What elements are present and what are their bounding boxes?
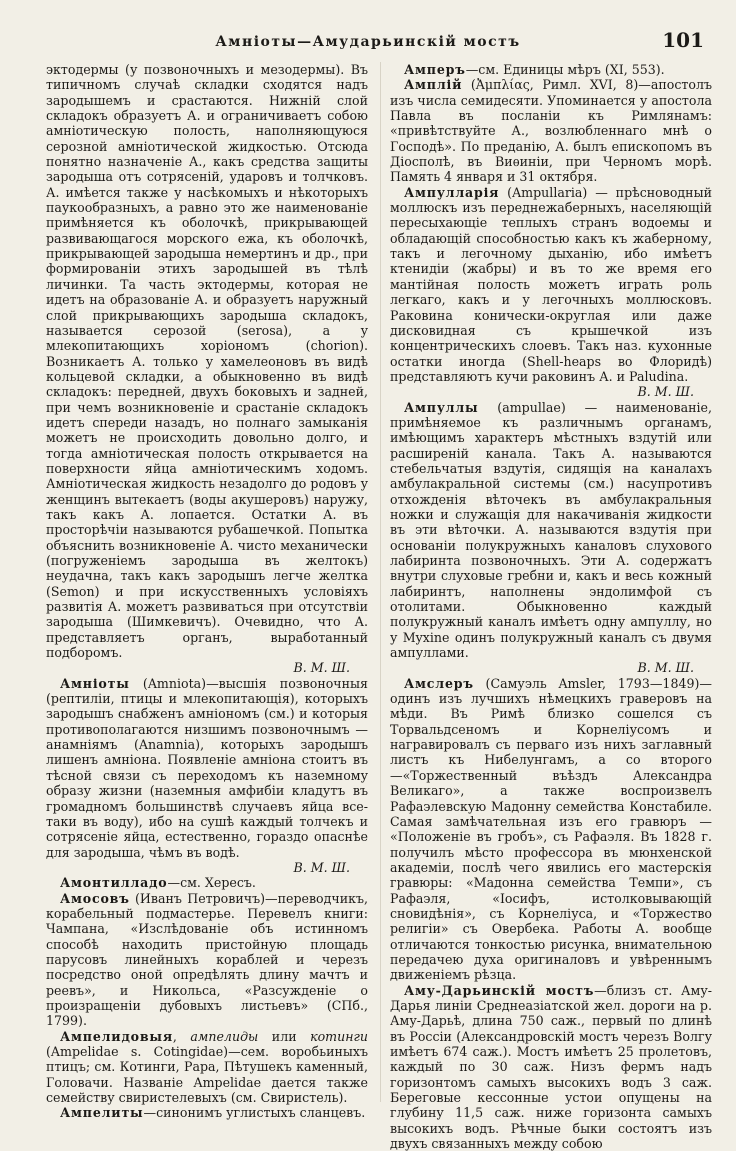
entry-text: (Самуэль Amsler, 1793—1849)—одинъ изъ лучшихъ нѣмецкихъ граверовъ на мѣди. Въ Римѣ близко сошелся съ Торвальдсеномъ и Корнеліусомъ и награвировалъ съ перваго изъ нихъ заглавный листъ къ Нибелунгамъ, а со второго—«Торжественный въѣздъ Александра Великаго», а также воспроизвелъ Рафаэлевскую Мадонну семейства Констабиле. Самая замѣчательная изъ его гравюръ — «Положеніе въ гробъ», съ Рафаэля. Въ 1828 г. получилъ мѣсто профессора въ мюнхенской академіи, послѣ чего явились его мастерскія гравюры: «Мадонна семейства Темпи», съ Рафаэля, «Іосифъ, истолковывающій сновидѣнія», съ Корнеліуса, и «Торжество религіи» съ Овербека. Работы А. вообще отличаются тонкостью рисунка, внимательною передачею духа оригиналовъ и увѣреннымъ движеніемъ рѣзца. [390, 675, 712, 983]
entry-text: —см. Единицы мѣръ (XI, 553). [465, 62, 665, 77]
page-number: 101 [662, 28, 704, 52]
entry-ampelity [46, 1105, 368, 1120]
entry-headword: Амосовъ [60, 890, 130, 906]
entry-text: —см. Хересъ. [167, 875, 256, 891]
entry-headword: Амслеръ [404, 675, 474, 691]
entry-amosov [46, 891, 368, 1029]
running-head [0, 28, 736, 58]
entry-text: (Иванъ Петровичъ)—переводчикъ, корабельный подмастерье. Перевелъ книги: Чампана, «Изслѣдованіе объ истинномъ способѣ находить пристойную площадь парусовъ линейныхъ кораблей и черезъ посредство оной опредѣлять длину мачтъ и реевъ», и Никольса, «Разсужденіе о произращеніи дубовыхъ листьевъ» (СПб., 1799). [46, 890, 368, 1029]
author-signature: В. М. Ш. [293, 859, 350, 875]
right-column [390, 62, 712, 1151]
entry-headword: Амперъ [404, 62, 466, 77]
entry-amsler [390, 676, 712, 983]
entry-amudarya-bridge [390, 983, 712, 1151]
author-signature: В. М. Ш. [637, 384, 694, 400]
entry-text: —синонимъ углистыхъ сланцевъ. [143, 1105, 366, 1121]
entry-text: эктодермы (у позвоночныхъ и мезодермы). Въ типичномъ случаѣ складки сходятся надъ зародышемъ и срастаются. Нижній слой складокъ образуетъ А. и ограничиваетъ собою амніотическую полость, наполняющуюся серозной амніотической жидкостью. Отсюда понятно назначеніе А., какъ средства защиты зародыша отъ сотрясеній, ударовъ и толчковъ. А. имѣется также у насѣкомыхъ и нѣкоторыхъ паукообразныхъ, а равно это же наименованіе примѣняется къ оболочкѣ, прикрывающей развивающагося морского ежа, къ оболочкѣ, прикрывающей зародыша немертинъ и др., при формированіи этихъ зародышей въ тѣлѣ личинки. Та часть эктодермы, которая не идетъ на образованіе А. и образуетъ наружный слой прикрывающихъ зародыша складокъ, называется серозой (serosa), а у млекопитающихъ хоріономъ (chorion). Возникаетъ А. только у хамелеоновъ въ видѣ кольцевой складки, а обыкновенно въ видѣ складокъ: передней, двухъ боковыхъ и задней, при чемъ возникновеніе и срастаніе складокъ идетъ спереди назадъ, но полнаго замыканія можетъ не происходить довольно долго, и тогда амніотическая полость открывается на поверхности яйца амніотическимъ ходомъ. Амніотическая жидкость незадолго до родовъ у женщинъ вытекаетъ (воды акушеровъ) наружу, такъ какъ А. лопается. Остатки А. въ просторѣчіи называются рубашечкой. Попытка объяснить возникновеніе А. чисто механически (погруженіемъ зародыша въ желтокъ) неудачна, такъ какъ зародышъ легче желтка (Semon) и при искусственныхъ условіяхъ развитія А. можетъ развиваться при отсутствіи зародыша (Шимкевичъ). Очевидно, что А. представляетъ органъ, выработанный подборомъ. [46, 62, 368, 661]
entry-amontillado [46, 875, 368, 890]
entry-ampully [390, 400, 712, 661]
entry-text: (Amniota)—высшія позвоночныя (рептиліи, птицы и млекопитающія), которыхъ зародышъ снабженъ амніономъ (см.) и которыя противополагаются низшимъ позвоночнымъ — анамніямъ (Anamnia), которыхъ зародышъ лишенъ амніона. Появленіе амніона стоитъ въ тѣсной связи съ переходомъ къ наземному образу жизни (наземныя амфибіи кладутъ въ громадномъ большинствѣ случаевъ яйца все-таки въ воду), ибо на сушѣ каждый толчекъ и сотрясеніе яйца, естественно, гораздо опаснѣе для зародыша, чѣмъ въ водѣ. [46, 675, 368, 860]
left-column [46, 62, 369, 1121]
entry-ampliy [390, 77, 712, 184]
entry-alt-name: ампелиды [190, 1028, 259, 1044]
entry-amper [390, 62, 712, 77]
entry-headword: Амніоты [60, 675, 130, 691]
entry-text: (Ἀμπλίας, Римл. XVI, 8)—апостолъ изъ числа семидесяти. Упоминается у апостола Павла въ посланіи къ Римлянамъ: «привѣтствуйте А., возлюбленнаго мнѣ о Господѣ». По преданію, А. былъ епископомъ въ Діосполѣ, въ Виѳиніи, при Черномъ морѣ. Память 4 января и 31 октября. [390, 77, 712, 185]
entry-headword: Аму-Дарьинскій мостъ [404, 982, 595, 998]
entry-headword: Ампуллы [404, 399, 479, 415]
running-head-title: Амніоты—Амударьинскій мостъ [215, 34, 521, 50]
author-signature: В. М. Ш. [293, 660, 350, 676]
entry-headword: Ампелиты [60, 1105, 144, 1121]
entry-headword: Ампулларія [404, 184, 500, 200]
entry-headword: Амплій [404, 77, 463, 93]
column-divider [380, 62, 381, 1102]
entry-connector: или [258, 1028, 311, 1044]
entry-alt-name-2: котинги [310, 1028, 369, 1044]
entry-text: —близъ ст. Аму-Дарья линіи Среднеазіатской жел. дороги на р. Аму-Дарьѣ, длина 750 саж., первый по длинѣ въ Россіи (Александровскій мостъ черезъ Волгу имѣетъ 674 саж.). Мостъ имѣетъ 25 пролетовъ, каждый по 30 саж. Низъ фермъ надъ горизонтомъ самыхъ высокихъ водъ 3 саж. Береговые кессонные устои опущены на глубину 11,5 саж. ниже горизонта самыхъ высокихъ водъ. Рѣчные быки состоятъ изъ двухъ связанныхъ между собою [390, 982, 712, 1151]
entry-separator: , [172, 1028, 191, 1044]
entry-ampelidovye [46, 1029, 368, 1106]
entry-headword: Ампелидовыя [60, 1028, 173, 1044]
entry-text: (Ampullaria) — прѣсноводный моллюскъ изъ переднежаберныхъ, населяющій пересыхающіе теплыхъ странъ водоемы и обладающій способностью какъ къ жаберному, такъ и легочному дыханію, ибо имѣетъ ктенидіи (жабры) и въ то же время его мантійная полость можетъ играть роль легкаго, какъ и у легочныхъ моллюсковъ. Раковина конически-округлая или даже дисковидная съ крышечкой изъ концентрическихъ слоевъ. Такъ наз. кухонные остатки иногда (Shell-heaps во Флоридѣ) представляютъ кучи раковинъ А. и Paludina. [390, 184, 712, 384]
author-signature: В. М. Ш. [637, 660, 694, 676]
entry-headword: Амонтилладо [60, 875, 168, 891]
entry-text: (ampullae) — наименованіе, примѣняемое къ различнымъ органамъ, имѣющимъ характеръ мѣстныхъ вздутій или расширеній канала. Такъ А. называются стебельчатыя вздутія, сидящія на каналахъ амбулакральной системы (см.) насупротивъ отхожденія вѣточекъ въ амбулакральныя ножки и служащія для накачиванія жидкости въ эти вѣточки. А. называются вздутія при основаніи полукружныхъ каналовъ слухового лабиринта позвоночныхъ. Эти А. содержатъ внутри слуховые гребни и, какъ и весь кожный лабиринтъ, наполнены эндолимфой съ отолитами. Обыкновенно каждый полукружный каналъ имѣетъ одну ампуллу, но у Myxine одинъ полукружный каналъ съ двумя ампуллами. [390, 399, 712, 661]
entry-amnion-continuation [46, 62, 368, 660]
entry-text: (Ampelidae s. Cotingidae)—сем. воробьиныхъ птицъ; см. Котинги, Рара, Пѣтушекъ каменный, Головачи. Названіе Ampelidae дается также семейству свиристелевыхъ (см. Свиристель). [46, 1044, 368, 1106]
entry-amnioty [46, 676, 368, 860]
entry-ampullaria [390, 185, 712, 384]
